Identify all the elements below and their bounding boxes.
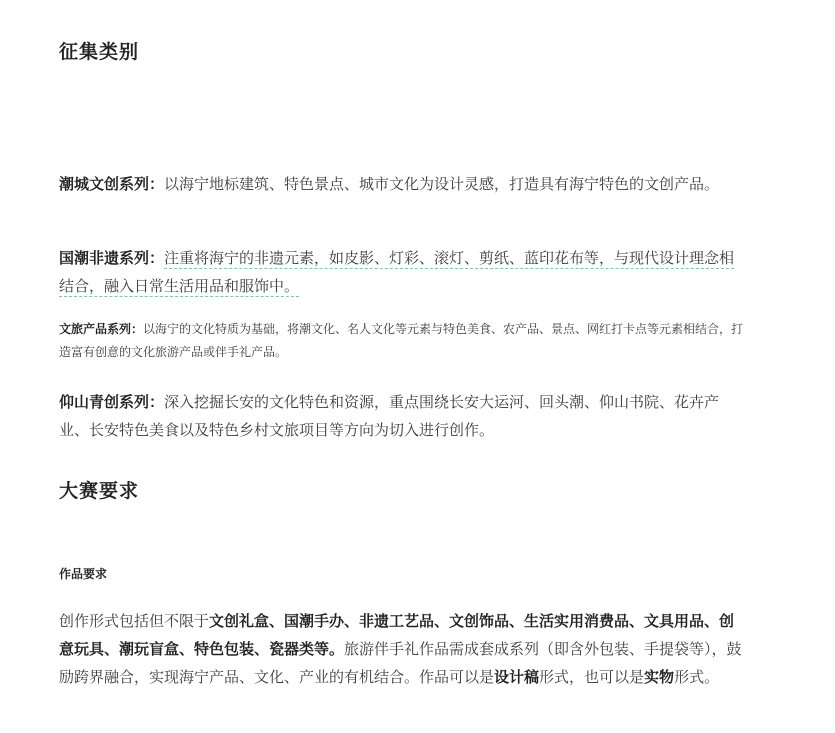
category-item-yangshan — [59, 388, 745, 444]
category-title: 潮城文创系列： — [59, 175, 165, 193]
text-segment: 形式，也可以是 — [539, 668, 645, 686]
text-segment: 旅游伴手礼作品需成套成系列（即含外包装、手提袋等），鼓励跨界融合，实现海宁产品、文化、产业的有机结合。作品可以是 — [59, 640, 742, 686]
category-title: 国潮非遗系列： — [59, 249, 165, 267]
section-heading-categories: 征集类别 — [59, 41, 140, 63]
bold-segment: 实物 — [644, 668, 675, 686]
bold-segment: 文创礼盒、国潮手办、非遗工艺品、文创饰品、生活实用消费品、文具用品、创意玩具、潮玩盲盒、特色包装、瓷器类等。 — [59, 612, 735, 658]
category-description: 以海宁的文化特质为基础，将潮文化、名人文化等元素与特色美食、农产品、景点、网红打卡点等元素相结合，打造富有创意的文化旅游产品或伴手礼产品。 — [59, 322, 744, 359]
category-description: 注重将海宁的非遗元素，如皮影、灯彩、滚灯、剪纸、蓝印花布等，与现代设计理念相结合，融入日常生活用品和服饰中。 — [59, 249, 735, 295]
category-title: 仰山青创系列： — [59, 393, 165, 411]
category-title: 文旅产品系列： — [59, 322, 144, 336]
work-requirements-subheading: 作品要求 — [59, 567, 108, 581]
category-item-wenlv — [59, 318, 745, 364]
text-segment: 创作形式包括但不限于 — [59, 612, 210, 630]
section-heading-requirements: 大赛要求 — [59, 480, 140, 502]
category-item-chaocheng — [59, 170, 745, 198]
text-segment: 形式。 — [674, 668, 720, 686]
category-item-guochao — [59, 244, 745, 300]
bold-segment: 设计稿 — [494, 668, 540, 686]
work-requirements-paragraph — [59, 607, 745, 691]
category-description: 深入挖掘长安的文化特色和资源，重点围绕长安大运河、回头潮、仰山书院、花卉产业、长安特色美食以及特色乡村文旅项目等方向为切入进行创作。 — [59, 393, 720, 439]
category-description: 以海宁地标建筑、特色景点、城市文化为设计灵感，打造具有海宁特色的文创产品。 — [164, 175, 720, 193]
